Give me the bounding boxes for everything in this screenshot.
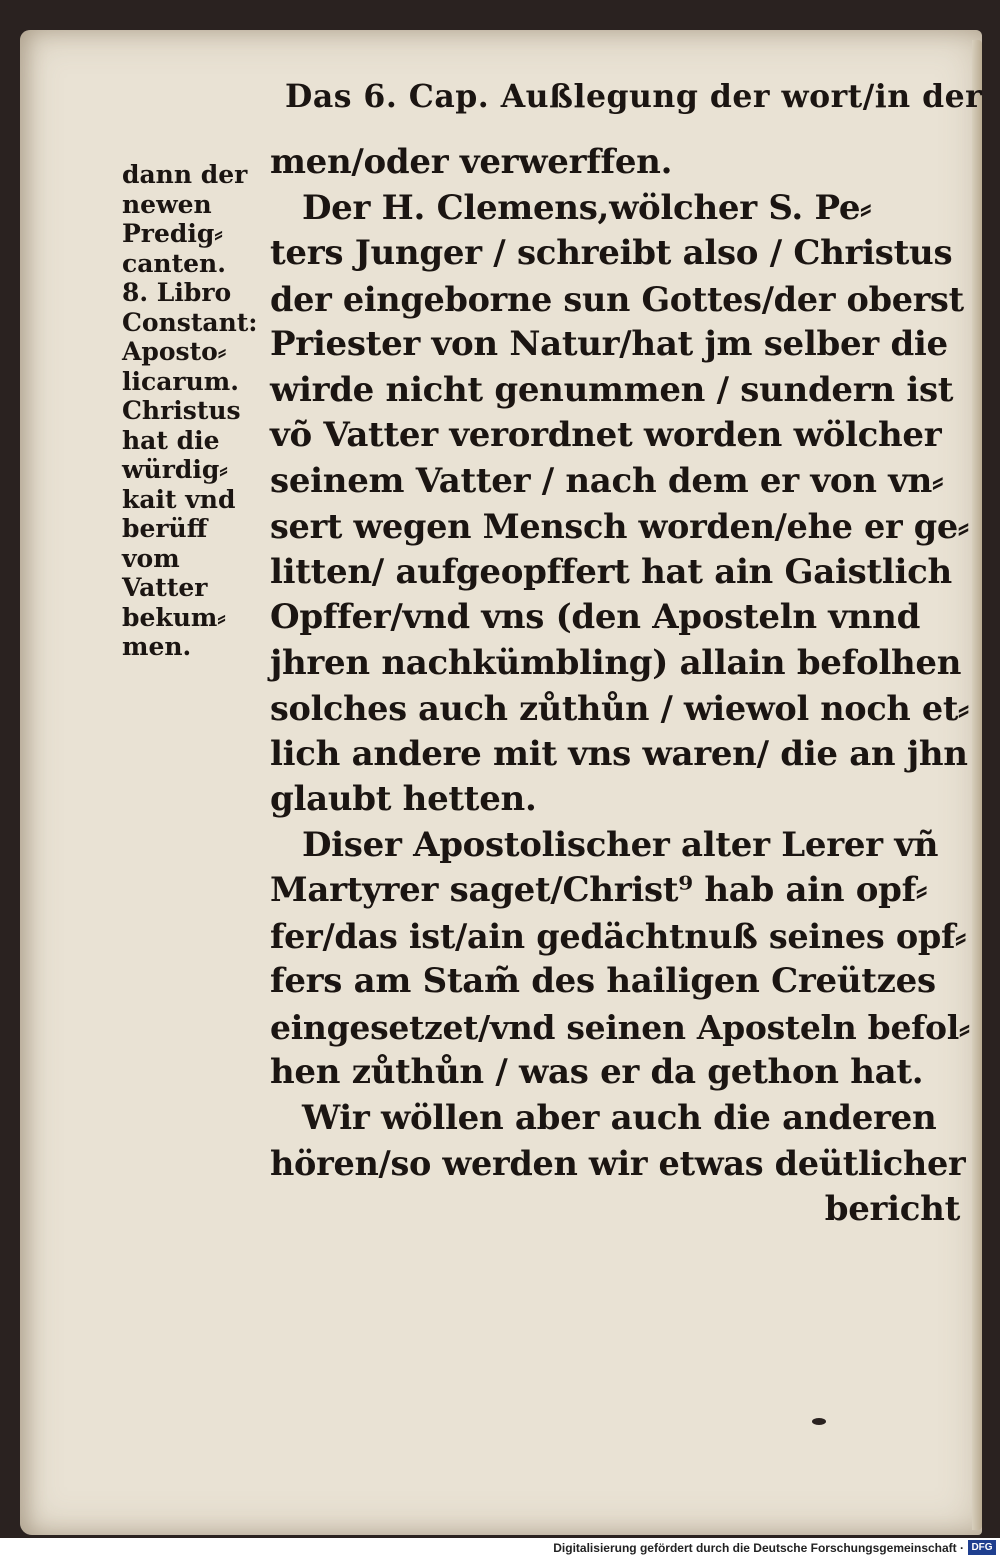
text-line: Opffer/vnd vns (den Aposteln vnnd	[270, 597, 921, 637]
text-line: men/oder verwerffen.	[270, 142, 673, 182]
text-line: hen zůthůn / was er da gethon hat.	[270, 1052, 924, 1092]
text-line: solches auch zůthůn / wiewol noch et⸗	[270, 689, 969, 728]
text-line: der eingeborne sun Gottes/der oberst	[270, 279, 964, 319]
body-text	[270, 140, 970, 1232]
margin-note-line: hat die	[122, 425, 220, 455]
margin-note-line: men.	[122, 632, 192, 661]
margin-note-line: Aposto⸗	[122, 337, 227, 366]
catchword: bericht	[824, 1188, 960, 1229]
text-line: jhren nachkümbling) allain befolhen	[270, 642, 962, 683]
margin-note-line: Constant:	[122, 307, 258, 337]
text-line: Martyrer saget/Christ⁹ hab ain opf⸗	[270, 870, 927, 910]
text-line: seinem Vatter / nach dem er von vn⸗	[270, 460, 944, 501]
margin-note-line: vom	[122, 543, 180, 573]
text-line: Der H. Clemens,wölcher S. Pe⸗	[302, 187, 872, 228]
margin-note-line: canten.	[122, 248, 226, 278]
text-line: lich andere mit vns waren/ die an jhn	[270, 733, 968, 774]
text-line: Priester von Natur/hat jm selber die	[270, 324, 948, 364]
margin-note-line: licarum.	[122, 366, 239, 396]
text-line: litten/ aufgeopffert hat ain Gaistlich	[270, 551, 952, 592]
text-line: glaubt hetten.	[270, 779, 537, 819]
text-line: wirde nicht genummen / sundern ist	[270, 369, 954, 410]
footer-credit: Digitalisierung gefördert durch die Deutsche Forschungsgemeinschaft ·	[553, 1541, 964, 1555]
margin-note-line: kait vnd	[122, 484, 236, 514]
text-line: ters Junger / schreibt also / Christus	[270, 233, 953, 273]
margin-note-line: berüff	[122, 514, 208, 543]
page-edge	[972, 40, 982, 1530]
margin-notes	[122, 160, 272, 662]
text-line: võ Vatter verordnet worden wölcher	[270, 415, 942, 455]
margin-note-line: Vatter	[122, 573, 208, 602]
margin-note-line: newen	[122, 189, 212, 219]
margin-note-line: bekum⸗	[122, 602, 226, 632]
text-line: eingesetzet/vnd seinen Aposteln befol⸗	[270, 1007, 970, 1047]
ink-mark	[812, 1418, 826, 1425]
margin-note-line: Christus	[122, 396, 241, 425]
margin-note-line: 8. Libro	[122, 278, 232, 307]
text-line: fer/das ist/ain gedächtnuß seines opf⸗	[270, 916, 966, 956]
page-header: Das 6. Cap. Außlegung der wort/in der	[285, 78, 983, 115]
text-line: Wir wöllen aber auch die anderen	[302, 1097, 937, 1138]
text-line: hören/so werden wir etwas deütlicher	[270, 1144, 966, 1183]
text-line: Diser Apostolischer alter Lerer vñ	[302, 824, 939, 865]
margin-note-line: Predig⸗	[122, 219, 223, 248]
text-line: fers am Stam̃ des hailigen Creützes	[270, 961, 936, 1001]
dfg-logo: DFG	[968, 1540, 996, 1555]
margin-note-line: dann der	[122, 160, 248, 189]
text-line: sert wegen Mensch worden/ehe er ge⸗	[270, 507, 969, 546]
margin-note-line: würdig⸗	[122, 455, 228, 484]
